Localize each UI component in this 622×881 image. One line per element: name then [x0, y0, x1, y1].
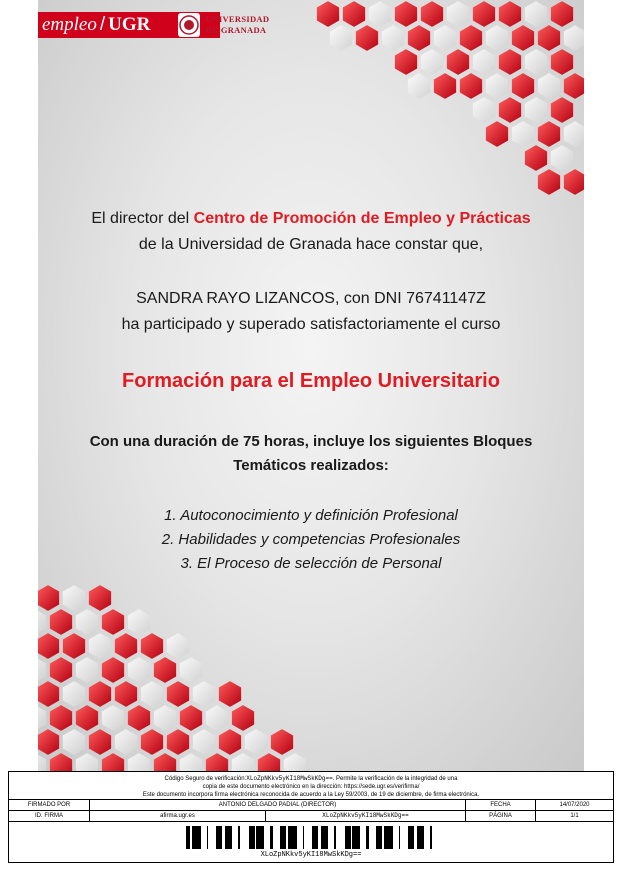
- barcode-bar: [346, 826, 348, 849]
- signature-code: XLoZpNKkv5yKI18MwSkKDg==: [265, 811, 465, 821]
- barcode-bar: [225, 826, 226, 849]
- hexagon-shape: [395, 49, 417, 75]
- participant-line: SANDRA RAYO LIZANCOS, con DNI 76741147Z: [136, 290, 486, 307]
- hexagon-shape: [434, 25, 456, 51]
- barcode-bar: [288, 826, 291, 849]
- barcode-bar: [345, 826, 346, 849]
- barcode-bar: [399, 826, 400, 849]
- hexagon-shape: [317, 1, 339, 27]
- barcode-bar: [219, 826, 220, 849]
- barcode-bar: [315, 826, 316, 849]
- csv-suffix: . Permite la verificación de la integridad de una: [332, 776, 458, 782]
- logo-separator: /: [99, 14, 106, 35]
- block-list: [38, 504, 584, 576]
- hexagon-shape: [128, 609, 150, 635]
- barcode-area: [9, 821, 613, 864]
- barcode-bar: [388, 826, 390, 849]
- hexagon-shape: [343, 1, 365, 27]
- barcode-bar: [303, 826, 304, 849]
- barcode-bar: [384, 826, 387, 849]
- verification-line1: [9, 775, 613, 783]
- barcode-icon: [186, 826, 436, 849]
- signature-id-label: ID. FIRMA: [35, 813, 63, 819]
- logo-ugr: UGR: [108, 14, 151, 35]
- hexagon-shape: [408, 25, 430, 51]
- hexagon-shape: [102, 657, 124, 683]
- hexagon-shape: [128, 705, 150, 731]
- intro-line1: [38, 206, 584, 232]
- hexagon-shape: [486, 73, 508, 99]
- hexagon-shape: [89, 729, 111, 755]
- hexagon-shape: [63, 633, 85, 659]
- hexagon-shape: [473, 49, 495, 75]
- hexagon-shape: [38, 633, 59, 659]
- hexagon-shape: [232, 753, 254, 771]
- signed-by-label: FIRMADO POR: [27, 802, 71, 808]
- barcode-bar: [357, 826, 358, 849]
- university-name: [206, 14, 269, 36]
- signature-row: [9, 799, 613, 810]
- hexagon-shape: [154, 657, 176, 683]
- signature-id-value: afirma.ugr.es: [89, 811, 265, 821]
- hexagon-shape: [141, 681, 163, 707]
- hexagon-shape: [538, 73, 560, 99]
- barcode-bar: [327, 826, 328, 849]
- center-name: Centro de Promoción de Empleo y Prácticas: [193, 210, 531, 227]
- hexagon-shape: [473, 97, 495, 123]
- hexagon-shape: [473, 1, 495, 27]
- barcode-bar: [294, 826, 297, 849]
- hexagon-shape: [330, 25, 352, 51]
- page-value: 1/1: [535, 811, 613, 821]
- hexagon-shape: [89, 633, 111, 659]
- hexagon-shape: [76, 753, 98, 771]
- hexagon-shape: [271, 729, 293, 755]
- hexagon-shape: [551, 97, 573, 123]
- hexagon-shape: [564, 25, 584, 51]
- barcode-bar: [189, 826, 190, 849]
- hexagon-shape: [167, 633, 189, 659]
- hexagon-shape: [102, 705, 124, 731]
- hexagon-shape: [128, 753, 150, 771]
- hexagon-shape: [512, 121, 534, 147]
- hexagon-shape: [89, 681, 111, 707]
- block-item: 2. Habilidades y competencias Profesionales: [161, 531, 461, 548]
- csv-prefix: Código Seguro de verificación:: [164, 776, 247, 782]
- hexagon-shape: [447, 49, 469, 75]
- barcode-bar: [354, 826, 357, 849]
- hexagon-shape: [89, 585, 111, 611]
- hexagon-shape: [551, 1, 573, 27]
- barcode-bar: [411, 826, 412, 849]
- hexagon-shape: [551, 145, 573, 171]
- hexagon-shape: [219, 681, 241, 707]
- hexagon-shape: [76, 705, 98, 731]
- hexagon-shape: [408, 73, 430, 99]
- csv-code: XLoZpNKkv5yKI18MwSkKDg==: [246, 775, 333, 782]
- duration-line2: Temáticos realizados:: [233, 457, 389, 474]
- barcode-bar: [430, 826, 432, 849]
- hexagon-shape: [38, 585, 59, 611]
- hexagon-shape: [369, 1, 391, 27]
- university-seal-icon: [178, 13, 200, 37]
- barcode-bar: [292, 826, 294, 849]
- barcode-bar: [249, 826, 250, 849]
- barcode-bar: [216, 826, 219, 849]
- hexagon-shape: [551, 49, 573, 75]
- intro-line2: de la Universidad de Granada hace constar que,: [138, 236, 484, 253]
- barcode-bar: [250, 826, 252, 849]
- barcode-bar: [348, 826, 351, 849]
- hexagon-shape: [564, 169, 584, 195]
- barcode-bar: [195, 826, 196, 849]
- hexagon-shape: [38, 753, 46, 771]
- hexagon-shape: [258, 753, 280, 771]
- hexagon-shape: [128, 657, 150, 683]
- hexagon-shape: [284, 753, 306, 771]
- duration-line1: Con una duración de 75 horas, incluye los siguientes Bloques: [89, 433, 533, 450]
- hexagon-shape: [564, 121, 584, 147]
- barcode-bar: [186, 826, 189, 849]
- hexagon-shape: [421, 1, 443, 27]
- barcode-bar: [420, 826, 423, 849]
- hexagon-shape: [245, 729, 267, 755]
- hexagon-shape: [538, 169, 560, 195]
- hexagon-shape: [525, 97, 547, 123]
- hexagon-shape: [63, 729, 85, 755]
- hexagon-shape: [180, 705, 202, 731]
- barcode-bar: [423, 826, 424, 849]
- hexagon-shape: [154, 753, 176, 771]
- hexagon-shape: [512, 25, 534, 51]
- duration-text: [38, 430, 584, 478]
- barcode-bar: [261, 826, 262, 849]
- barcode-bar: [262, 826, 264, 849]
- barcode-bar: [381, 826, 382, 849]
- barcode-bar: [418, 826, 420, 849]
- participation-line: ha participado y superado satisfactoriamente el curso: [121, 316, 501, 333]
- hexagon-shape: [76, 609, 98, 635]
- hexagon-shape: [193, 681, 215, 707]
- university-name-line2: DE GRANADA: [206, 25, 267, 35]
- hexagon-shape: [167, 729, 189, 755]
- hexagon-shape: [38, 609, 46, 635]
- hexagon-shape: [512, 73, 534, 99]
- hexagon-shape: [460, 25, 482, 51]
- barcode-bar: [408, 826, 411, 849]
- hexagon-shape: [564, 73, 584, 99]
- hexagon-shape: [38, 657, 46, 683]
- barcode-bar: [334, 826, 336, 849]
- date-label: FECHA: [465, 800, 535, 810]
- signed-by-value: ANTONIO DELGADO PADIAL (DIRECTOR): [89, 800, 465, 810]
- hexagon-shape: [525, 1, 547, 27]
- hexagon-shape: [38, 681, 59, 707]
- barcode-bar: [256, 826, 258, 849]
- hexagon-shape: [525, 49, 547, 75]
- barcode-bar: [390, 826, 393, 849]
- barcode-bar: [358, 826, 360, 849]
- barcode-bar: [376, 826, 378, 849]
- verification-notice: [9, 772, 613, 800]
- hexagon-shape: [232, 705, 254, 731]
- verification-footer: [8, 771, 614, 863]
- hexagon-shape: [50, 705, 72, 731]
- verification-line3: Este documento incorpora firma electrónica reconocida de acuerdo a la Ley 59/2003, de 19 de diciembre, de firma electrónica.: [142, 792, 480, 798]
- barcode-bar: [378, 826, 381, 849]
- course-title: Formación para el Empleo Universitario: [122, 370, 500, 392]
- participant-text: [38, 286, 584, 338]
- barcode-bar: [282, 826, 285, 849]
- hexagon-shape: [102, 609, 124, 635]
- hexagon-shape: [382, 25, 404, 51]
- hexagon-shape: [76, 657, 98, 683]
- barcode-bar: [220, 826, 222, 849]
- hexagon-shape: [206, 705, 228, 731]
- hexagon-shape: [38, 729, 59, 755]
- hexagon-shape: [356, 25, 378, 51]
- block-item: 1. Autoconocimiento y definición Profesional: [164, 507, 458, 524]
- signature-id-row: [9, 810, 613, 821]
- hexagon-shape: [219, 729, 241, 755]
- barcode-bar: [192, 826, 195, 849]
- hexagon-shape: [486, 25, 508, 51]
- barcode-bar: [238, 826, 240, 849]
- barcode-bar: [270, 826, 273, 849]
- barcode-bar: [322, 826, 324, 849]
- barcode-bar: [258, 826, 261, 849]
- hexagon-shape: [50, 609, 72, 635]
- barcode-bar: [366, 826, 369, 849]
- hexagon-shape: [141, 633, 163, 659]
- hexagon-shape: [115, 633, 137, 659]
- barcode-bar: [228, 826, 231, 849]
- university-name-line1: UNIVERSIDAD: [206, 14, 270, 24]
- hexagon-shape: [525, 145, 547, 171]
- hexagon-shape: [460, 73, 482, 99]
- hexagon-shape: [63, 585, 85, 611]
- barcode-bar: [280, 826, 282, 849]
- barcode-bar: [324, 826, 327, 849]
- barcode-bar: [417, 826, 418, 849]
- certificate-page: [38, 0, 584, 771]
- barcode-bar: [231, 826, 232, 849]
- hexagon-shape: [395, 1, 417, 27]
- hexagon-shape: [38, 705, 46, 731]
- barcode-bar: [226, 826, 228, 849]
- hexagon-shape: [180, 657, 202, 683]
- hexagon-shape: [63, 681, 85, 707]
- verification-line2: copia de este documento electrónico en la dirección: https://sede.ugr.es/verifirma/: [202, 784, 420, 790]
- intro-prefix: El director del: [91, 210, 194, 227]
- hexagon-shape: [499, 97, 521, 123]
- barcode-bar: [312, 826, 315, 849]
- barcode-bar: [387, 826, 388, 849]
- hexagon-shape: [538, 121, 560, 147]
- page-label: PÁGINA: [465, 811, 535, 821]
- logo-empleo: empleo: [42, 14, 97, 35]
- block-item: 3. El Proceso de selección de Personal: [180, 555, 442, 572]
- barcode-bar: [352, 826, 354, 849]
- barcode-bar: [285, 826, 286, 849]
- barcode-bar: [198, 826, 201, 849]
- hexagon-shape: [115, 729, 137, 755]
- hexagon-shape: [486, 121, 508, 147]
- barcode-bar: [316, 826, 318, 849]
- barcode-bar: [252, 826, 255, 849]
- hexagon-shape: [50, 753, 72, 771]
- barcode-bar: [291, 826, 292, 849]
- hexagon-shape: [421, 49, 443, 75]
- barcode-bar: [321, 826, 322, 849]
- hexagon-shape: [538, 25, 560, 51]
- hexagon-shape: [50, 657, 72, 683]
- hexagon-shape: [180, 753, 202, 771]
- hexagon-shape: [115, 681, 137, 707]
- hexagon-shape: [167, 681, 189, 707]
- hexagon-shape: [499, 1, 521, 27]
- hexagon-shape: [447, 1, 469, 27]
- hexagon-shape: [102, 753, 124, 771]
- barcode-bar: [207, 826, 208, 849]
- hexagon-shape: [154, 705, 176, 731]
- intro-text: [38, 206, 584, 258]
- barcode-bar: [412, 826, 414, 849]
- hexagon-shape: [434, 73, 456, 99]
- date-value: 14/07/2020: [535, 800, 613, 810]
- hexagon-shape: [141, 729, 163, 755]
- hexagon-shape: [206, 753, 228, 771]
- barcode-text: XLoZpNKkv5yKI18MwSkKDg==: [260, 851, 362, 859]
- hexagon-shape: [499, 49, 521, 75]
- barcode-bar: [196, 826, 198, 849]
- hexagon-shape: [193, 729, 215, 755]
